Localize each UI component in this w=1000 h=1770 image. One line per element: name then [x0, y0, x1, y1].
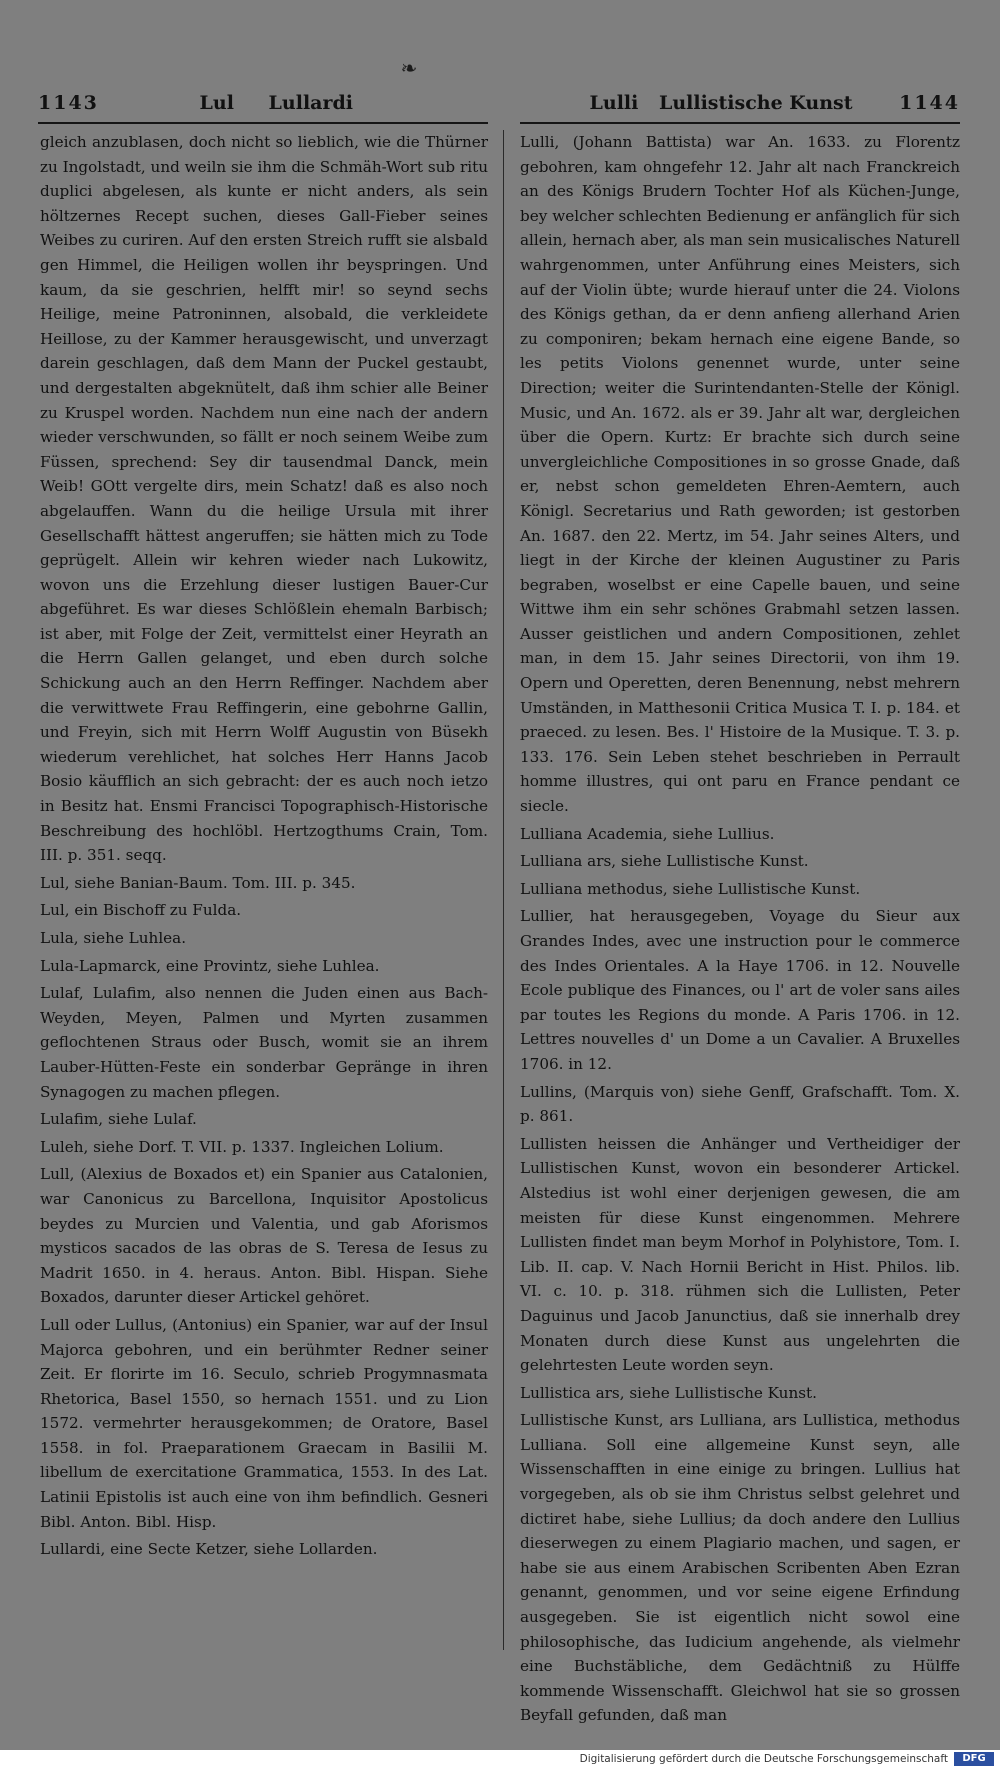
entry-text: Lull oder Lullus, (Antonius) ein Spanier, war auf der Insul Majorca gebohren, und ein berühmter Redner seiner Zeit. Er florirte im 16. Seculo, schrieb Progymnasmata Rhetorica, Basel 1550, so hernach 1551. und zu Lion 1572. vermehrter herausgekommen; de Oratore, Basel 1558. in fol. Praeparationem Graecam in Basilii M. libellum de exercitatione Grammatica, 1553. In des Lat. Latinii Epistolis ist auch eine von ihm befindlich. Gesneri Bibl. Anton. Bibl. Hisp. — [40, 1315, 488, 1531]
entry-text: Lullistische Kunst, ars Lulliana, ars Lullistica, methodus Lulliana. Soll eine allgemeine Kunst seyn, alle Wissenschafften in eine einige zu bringen. Lullius hat vorgegeben, als ob sie ihm Christus selbst gelehret und dictiret habe, siehe Lullius; da doch andere den Lullius dieserwegen zu einem Plagiario machen, und sagen, er habe sie aus einem Arabischen Scribenten Aben Ezran genannt, genommen, und vor seine eigene Erfindung ausgegeben. Sie ist eigentlich nicht sowol eine philosophische, das Iudicium angehende, als vielmehr eine Buchstäbliche, dem Gedächtniß zu Hülffe kommende Wissenschafft. Gleichwol hat sie so grossen Beyfall gefunden, daß man — [520, 1411, 960, 1725]
right-page-number: 1144 — [899, 92, 960, 114]
entry-text: Lula-Lapmarck, eine Provintz, siehe Luhlea. — [40, 956, 380, 975]
entry-text: Lullins, (Marquis von) siehe Genff, Grafschafft. Tom. X. p. 861. — [520, 1082, 960, 1126]
left-catchword-2: Lullardi — [268, 92, 353, 114]
ornament-icon: ❧ — [400, 56, 418, 80]
right-catchword-2: Lullistische Kunst — [658, 92, 853, 114]
entry-text: Lula, siehe Luhlea. — [40, 929, 187, 947]
entry-text: Lullisten heissen die Anhänger und Vertheidiger der Lullistischen Kunst, wovon ein besonderer Artickel. Alstedius ist wohl einer derjenigen gewesen, die am meisten für diese Kunst eingenommen. Mehrere Lullisten findet man beym Morhof in Polyhistore, Tom. I. Lib. II. cap. V. Nach Hornii Bericht in Hist. Philos. lib. VI. c. 10. p. 318. rühmen sich die Lullisten, Peter Daguinus und Jacob Janunctius, daß sie innerhalb drey Monaten durch diese Kunst aus ungelehrten die gelehrtesten Leute worden seyn. — [520, 1134, 960, 1375]
entry-text: Lulliana ars, siehe Lullistische Kunst. — [520, 852, 809, 871]
entry-text: Lull, (Alexius de Boxados et) ein Spanier aus Catalonien, war Canonicus zu Barcellona, Inquisitor Apostolicus beydes zu Murcien und Valentia, und gab Aforismos mysticos sacados de las obras de S. Teresa de Iesus zu Madrit 1650. in 4. heraus. Anton. Bibl. Hispan. Siehe Boxados, darunter dieser Artickel gehöret. — [40, 1165, 488, 1307]
left-catchword-1: Lul — [199, 92, 234, 114]
entry-text: Luleh, siehe Dorf. T. VII. p. 1337. Ingleichen Lolium. — [40, 1137, 444, 1156]
right-catchword-1: Lulli — [589, 92, 639, 114]
entry-text: Lulaf, Lulafim, also nennen die Juden einen aus Bach-Weyden, Meyen, Palmen und Myrten zusammen geflochtenen Straus oder Busch, womit sie an ihrem Lauber-Hütten-Feste ein sonderbar Gepränge in ihren Synagogen zu machen pflegen. — [40, 984, 488, 1101]
entry-text: Lulli, (Johann Battista) war An. 1633. zu Florentz gebohren, kam ohngefehr 12. Jahr alt nach Franckreich an des Königs Brudern Tochter Hof als Küchen-Junge, bey welcher schlechten Bedienung er anfänglich für sich allein, hernach aber, als man sein musicalisches Naturell wahrgenommen, unter Anführung eines Meisters, sich auf der Violin übte; wurde hierauf unter die 24. Violons des Königs gethan, da er denn anfieng allerhand Arien zu componiren; bekam hernach eine eigene Bande, so les petits Violons genennet wurde, unter seine Direction; weiter die Surintendanten-Stelle der Königl. Music, und An. 1672. als er 39. Jahr alt war, dergleichen über die Opern. Kurtz: Er brachte sich durch seine unvergleichliche Compositiones in so grosse Gnade, daß er, nebst schon gemeldeten Ehren-Aemtern, auch Königl. Secretarius und Rath geworden; ist gestorben An. 1687. den 22. Mertz, im 54. Jahr seines Alters, und liegt in der Kirche der kleinen Augustiner zu Paris begraben, woselbst er eine Capelle bauen, und seine Wittwe ihm ein sehr schönes Grabmahl setzen lassen. Ausser geistlichen und andern Compositionen, zehlet man, in dem 15. Jahr seines Directorii, von ihm 19. Opern und Operetten, deren Benennung, nebst mehrern Umständen, in Matthesonii Critica Musica T. I. p. 184. et praeced. zu lesen. Bes. l' Histoire de la Musique. T. 3. p. 133. 176. Sein Leben stehet beschrieben in Perrault homme illustres, qui ont paru en France pendant ce siecle. — [520, 133, 960, 816]
footer-credit: Digitalisierung gefördert durch die Deutsche Forschungsgemeinschaft — [579, 1753, 948, 1765]
entry-text: Lulliana methodus, siehe Lullistische Kunst. — [520, 879, 861, 898]
left-page-number: 1143 — [38, 92, 99, 114]
left-column — [40, 130, 488, 1650]
entry-text: Lul, siehe Banian-Baum. Tom. III. p. 345. — [40, 873, 356, 892]
left-page-header — [38, 92, 367, 120]
dfg-logo: DFG — [954, 1752, 994, 1766]
entry-text: gleich anzublasen, doch nicht so lieblich, wie die Thürner zu Ingolstadt, und weiln sie ihm die Schmäh-Wort sub ritu duplici abgelesen, als kunte er nicht anders, als sein höltzernes Recept suchen, dieses Gall-Fieber seines Weibes zu curiren. Auf den ersten Streich rufft sie alsbald gen Himmel, die Heiligen wollen ihr beyspringen. Und kaum, da sie geschrien, helfft mir! so seynd sechs Heilige, meine Patroninnen, alsobald, die verkleidete Heillose, zu der Kammer herausgewischt, und unverzagt darein geschlagen, daß dem Mann der Puckel gestaubt, und dergestalten abgeknütelt, daß ihm schier alle Beiner zu Kruspel worden. Nachdem nun eine nach der andern wieder verschwunden, so fällt er noch seinem Weibe zum Füssen, sprechend: Sey dir tausendmal Danck, mein Weib! GOtt vergelte dirs, mein Schatz! daß es also noch abgelauffen. Wann du die heilige Ursula mit ihrer Gesellschafft hättest angeruffen; sie hätten mich zu Tode geprügelt. Allein wir kehren wieder nach Lukowitz, wovon uns die Erzehlung dieser lustigen Bauer-Cur abgeführet. Es war dieses Schlößlein ehemaln Barbisch; ist aber, mit Folge der Zeit, vermittelst einer Heyrath an die Herrn Gallen gelanget, und eben durch solche Schickung auch an den Herrn Reffinger. Nachdem aber die verwittwete Frau Reffingerin, eine gebohrne Gallin, und Freyin, sich mit Herrn Wolff Augustin von Büsekh wiederum verehlichet, hat solches Herr Hanns Jacob Bosio käufflich an sich gebracht: der es auch noch ietzo in Besitz hat. Ensmi Francisci Topographisch-Historische Beschreibung des hochlöbl. Hertzogthums Crain, Tom. III. p. 351. seqq. — [40, 133, 488, 865]
entry-text: Lul, ein Bischoff zu Fulda. — [40, 901, 242, 920]
entry-text: Lullistica ars, siehe Lullistische Kunst. — [520, 1383, 817, 1402]
right-column — [520, 130, 960, 1725]
entry-text: Lullardi, eine Secte Ketzer, siehe Lollarden. — [40, 1540, 378, 1559]
entry-text: Lulafim, siehe Lulaf. — [40, 1110, 197, 1129]
entry-text: Lullier, hat herausgegeben, Voyage du Sieur aux Grandes Indes, avec une instruction pour le commerce des Indes Orientales. A la Haye 1706. in 12. Nouvelle Ecole publique des Finances, ou l' art de voler sans ailes par toutes les Regions du monde. A Paris 1706. in 12. Lettres nouvelles d' un Dome a un Cavalier. A Bruxelles 1706. in 12. — [520, 907, 960, 1073]
column-divider — [503, 130, 504, 1650]
right-page-header — [590, 92, 960, 120]
left-header-rule — [38, 122, 488, 124]
footer-bar — [0, 1750, 1000, 1770]
entry-text: Lulliana Academia, siehe Lullius. — [520, 824, 775, 843]
right-header-rule — [520, 122, 960, 124]
